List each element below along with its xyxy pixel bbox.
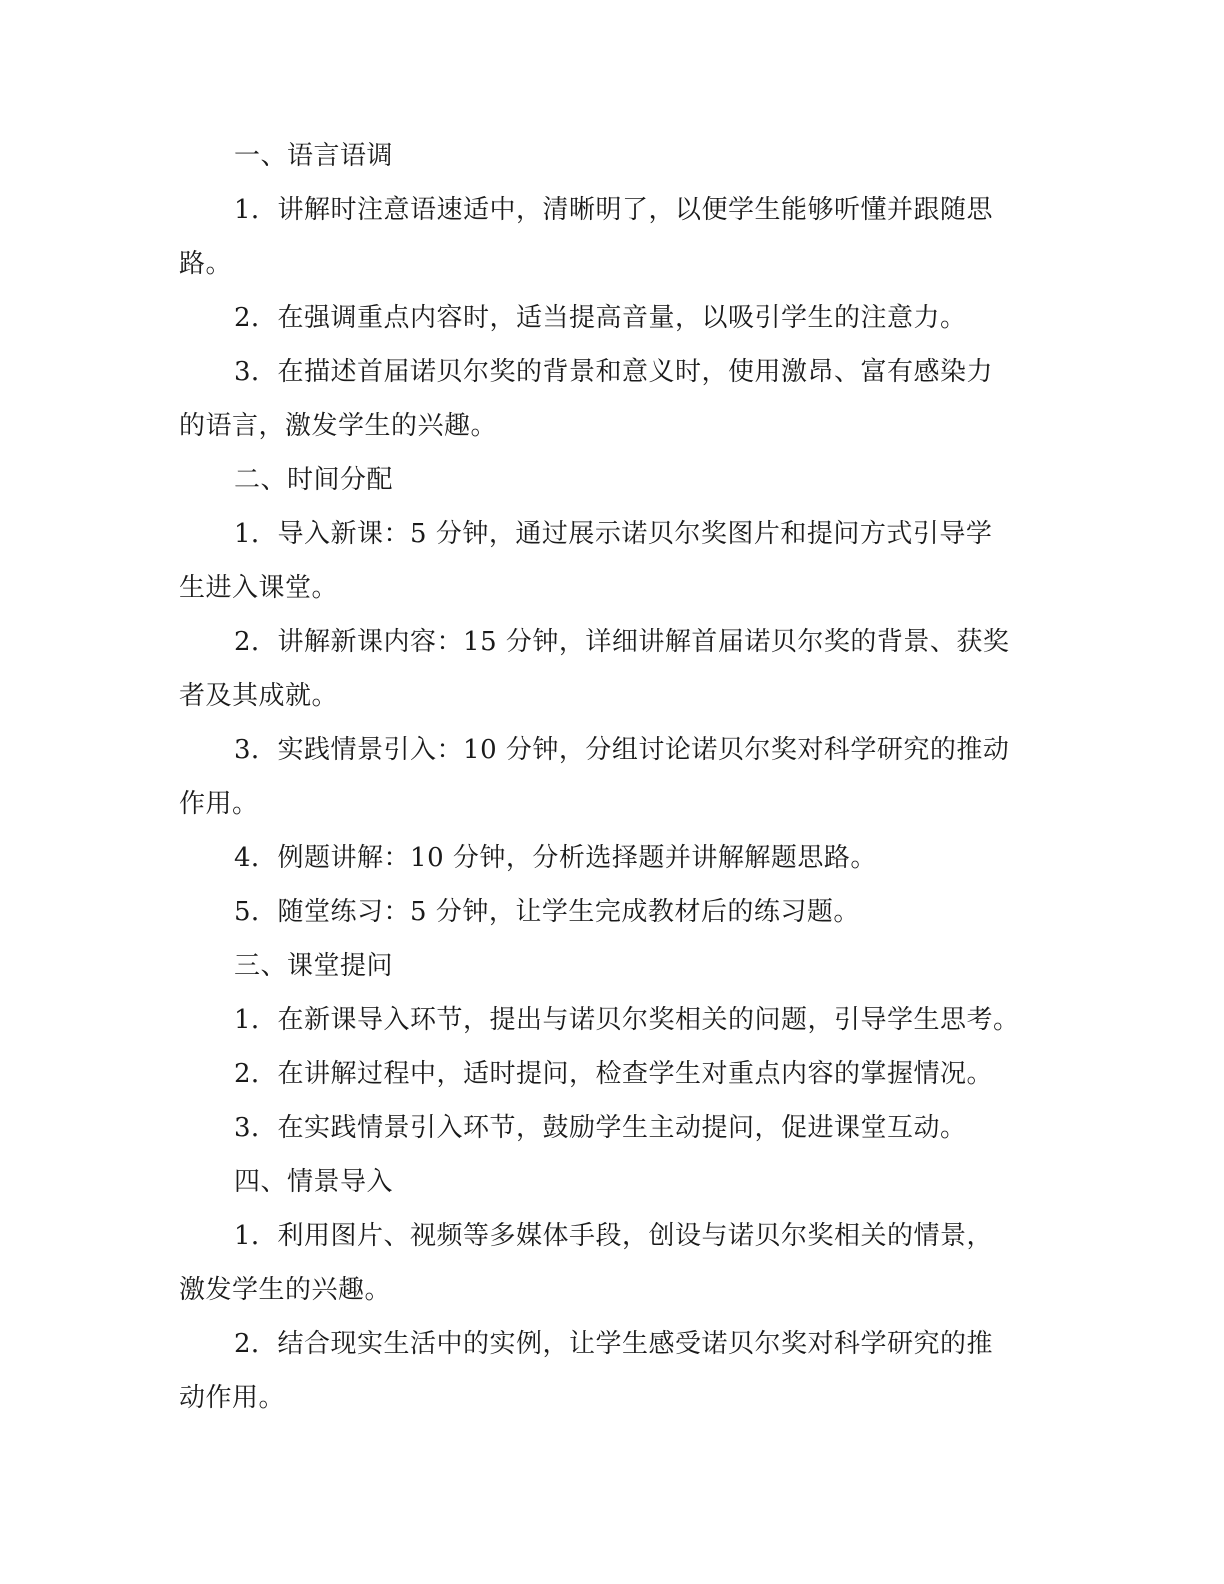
list-item-line: 2．在讲解过程中，适时提问，检查学生对重点内容的掌握情况。 bbox=[234, 1059, 994, 1089]
list-item-line: 4．例题讲解：10 分钟，分析选择题并讲解解题思路。 bbox=[234, 843, 877, 873]
list-item-line: 作用。 bbox=[179, 789, 259, 819]
list-item-line: 者及其成就。 bbox=[179, 681, 339, 711]
list-item-line: 激发学生的兴趣。 bbox=[179, 1275, 392, 1305]
list-item-line: 3．在描述首届诺贝尔奖的背景和意义时，使用激昂、富有感染力 bbox=[234, 357, 994, 387]
list-item-line: 路。 bbox=[179, 249, 233, 279]
list-item-line: 3．实践情景引入：10 分钟，分组讨论诺贝尔奖对科学研究的推动 bbox=[234, 735, 1010, 765]
list-item-line: 的语言，激发学生的兴趣。 bbox=[179, 411, 498, 441]
list-item-line: 1．导入新课：5 分钟，通过展示诺贝尔奖图片和提问方式引导学 bbox=[234, 519, 993, 549]
list-item-line: 生进入课堂。 bbox=[179, 573, 339, 603]
list-item-line: 1．利用图片、视频等多媒体手段，创设与诺贝尔奖相关的情景， bbox=[234, 1221, 994, 1251]
section-heading: 四、情景导入 bbox=[234, 1167, 394, 1197]
list-item-line: 3．在实践情景引入环节，鼓励学生主动提问，促进课堂互动。 bbox=[234, 1113, 967, 1143]
list-item-line: 2．讲解新课内容：15 分钟，详细讲解首届诺贝尔奖的背景、获奖 bbox=[234, 627, 1010, 657]
section-heading: 一、语言语调 bbox=[234, 141, 394, 171]
list-item-line: 1．在新课导入环节，提出与诺贝尔奖相关的问题，引导学生思考。 bbox=[234, 1005, 1020, 1035]
list-item-line: 1．讲解时注意语速适中，清晰明了，以便学生能够听懂并跟随思 bbox=[234, 195, 994, 225]
list-item-line: 2．结合现实生活中的实例，让学生感受诺贝尔奖对科学研究的推 bbox=[234, 1329, 994, 1359]
list-item-line: 2．在强调重点内容时，适当提高音量，以吸引学生的注意力。 bbox=[234, 303, 967, 333]
section-heading: 二、时间分配 bbox=[234, 465, 394, 495]
section-heading: 三、课堂提问 bbox=[234, 951, 394, 981]
list-item-line: 5．随堂练习：5 分钟，让学生完成教材后的练习题。 bbox=[234, 897, 860, 927]
list-item-line: 动作用。 bbox=[179, 1383, 286, 1413]
